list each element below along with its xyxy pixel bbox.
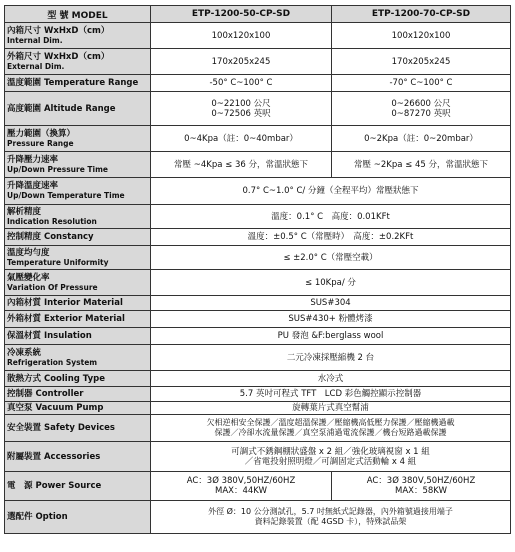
power-b <box>332 472 511 501</box>
internal-dim-a: 100x120x100 <box>151 23 332 49</box>
pressure-rate-a: 常壓 ~4Kpa ≤ 36 分，常溫狀態下 <box>151 152 332 178</box>
uniformity-label <box>5 246 151 270</box>
altitude-a-feet: 0~72506 英呎 <box>211 108 271 119</box>
model-row <box>5 6 511 23</box>
safety-line-2: 保護／冷卻水流量保護／真空泵浦過電流保護／機台短路過載保護 <box>214 428 447 437</box>
interior-material-value: SUS#304 <box>151 296 511 311</box>
pressure-rate-label <box>5 152 151 178</box>
model-a: ETP-1200-50-CP-SD <box>151 6 332 23</box>
external-dim-en: External Dim. <box>7 61 65 71</box>
uniformity-en: Temperature Uniformity <box>7 257 109 267</box>
uniformity-value: ≤ ±2.0° C（常壓空載） <box>151 246 511 270</box>
variation-value: ≤ 10Kpa/ 分 <box>151 270 511 296</box>
exterior-material-value: SUS#430+ 粉體烤漆 <box>151 311 511 328</box>
internal-dim-en: Internal Dim. <box>7 35 63 45</box>
interior-material-row <box>5 296 511 311</box>
pressure-en: Pressure Range <box>7 138 74 148</box>
power-a <box>151 472 332 501</box>
constancy-row <box>5 229 511 246</box>
power-a-voltage: AC：3Ø 380V,50HZ/60HZ <box>186 476 296 486</box>
variation-en: Variation Of Pressure <box>7 282 98 292</box>
external-dim-b: 170x205x245 <box>332 49 511 75</box>
spec-table <box>4 5 511 534</box>
pressure-row <box>5 126 511 152</box>
resolution-value: 溫度：0.1° C 高度：0.01KFt <box>151 205 511 229</box>
safety-line-1: 欠相逆相安全保護／溫度超溫保護／壓縮機高低壓力保護／壓縮機過載 <box>206 418 455 427</box>
refrigeration-zh: 冷凍系統 <box>7 347 42 358</box>
resolution-en: Indication Resolution <box>7 216 97 226</box>
variation-label <box>5 270 151 296</box>
pressure-rate-row <box>5 152 511 178</box>
internal-dim-b: 100x120x100 <box>332 23 511 49</box>
safety-value <box>151 415 511 442</box>
insulation-label: 保溫材質 Insulation <box>5 328 151 345</box>
accessories-row <box>5 442 511 472</box>
accessories-label: 附屬裝置 Accessories <box>5 442 151 472</box>
resolution-label <box>5 205 151 229</box>
resolution-zh: 解析精度 <box>7 206 42 217</box>
cooling-value: 水冷式 <box>151 371 511 387</box>
constancy-label: 控制精度 Constancy <box>5 229 151 246</box>
model-b: ETP-1200-70-CP-SD <box>332 6 511 23</box>
internal-dim-label <box>5 23 151 49</box>
temp-range-a: -50° C~100° C <box>151 75 332 92</box>
external-dim-zh: 外箱尺寸 WxHxD（cm） <box>7 51 110 62</box>
altitude-b-feet: 0~87270 英呎 <box>391 108 451 119</box>
insulation-row <box>5 328 511 345</box>
altitude-a-meters: 0~22100 公尺 <box>211 98 271 109</box>
controller-value: 5.7 英吋可程式 TFT LCD 彩色觸控顯示控制器 <box>151 387 511 402</box>
exterior-material-row <box>5 311 511 328</box>
variation-row <box>5 270 511 296</box>
power-label: 電 源 Power Source <box>5 472 151 501</box>
accessories-line-2: ／省電投射照明燈／可調固定式活動輪 x 4 組 <box>244 456 417 467</box>
internal-dim-zh: 內箱尺寸 WxHxD（cm） <box>7 25 110 36</box>
vacuum-row <box>5 402 511 415</box>
interior-material-label: 內箱材質 Interior Material <box>5 296 151 311</box>
refrigeration-row <box>5 345 511 371</box>
insulation-value: PU 發泡 &F:berglass wool <box>151 328 511 345</box>
altitude-b-meters: 0~26600 公尺 <box>391 98 451 109</box>
pressure-rate-b: 常壓 ~2Kpa ≤ 45 分，常溫狀態下 <box>332 152 511 178</box>
uniformity-zh: 溫度均勻度 <box>7 247 50 258</box>
option-label: 選配件 Option <box>5 501 151 534</box>
pressure-rate-en: Up/Down Pressure Time <box>7 164 108 174</box>
pressure-rate-zh: 升降壓力速率 <box>7 154 59 165</box>
internal-dim-row <box>5 23 511 49</box>
uniformity-row <box>5 246 511 270</box>
pressure-b: 0~2Kpa（註：0~20mbar） <box>332 126 511 152</box>
pressure-a: 0~4Kpa（註：0~40mbar） <box>151 126 332 152</box>
variation-zh: 氣壓變化率 <box>7 272 50 283</box>
controller-label: 控制器 Controller <box>5 387 151 402</box>
temp-rate-zh: 升降溫度速率 <box>7 181 59 191</box>
accessories-value <box>151 442 511 472</box>
temp-rate-en: Up/Down Temperature Time <box>7 191 125 200</box>
refrigeration-label <box>5 345 151 371</box>
altitude-b <box>332 92 511 126</box>
temp-rate-value: 0.7° C~1.0° C/ 分鐘（全程平均）常壓狀態下 <box>151 178 511 205</box>
option-line-1: 外徑 Ø：10 公分測試孔，5.7 吋無紙式記錄器，內外箱號過接用端子 <box>208 507 453 516</box>
external-dim-row <box>5 49 511 75</box>
power-row <box>5 472 511 501</box>
external-dim-a: 170x205x245 <box>151 49 332 75</box>
external-dim-label <box>5 49 151 75</box>
cooling-label: 散熱方式 Cooling Type <box>5 371 151 387</box>
option-row <box>5 501 511 534</box>
pressure-label <box>5 126 151 152</box>
temp-range-row <box>5 75 511 92</box>
power-a-max: MAX：44KW <box>215 486 267 496</box>
temp-rate-row <box>5 178 511 205</box>
safety-label: 安全裝置 Safety Devices <box>5 415 151 442</box>
controller-row <box>5 387 511 402</box>
altitude-a <box>151 92 332 126</box>
power-b-voltage: AC：3Ø 380V,50HZ/60HZ <box>366 476 476 486</box>
refrigeration-value: 二元冷凍採壓縮機 2 台 <box>151 345 511 371</box>
vacuum-label: 真空泵 Vacuum Pump <box>5 402 151 415</box>
accessories-line-1: 可調式不銹鋼棚狀盛盤 x 2 組／強化玻璃視窗 x 1 組 <box>231 446 430 457</box>
refrigeration-en: Refrigeration System <box>7 357 98 367</box>
altitude-label: 高度範圍 Altitude Range <box>5 92 151 126</box>
model-label: 型 號 MODEL <box>5 6 151 23</box>
vacuum-value: 旋轉葉片式真空幫浦 <box>151 402 511 415</box>
resolution-row <box>5 205 511 229</box>
cooling-row <box>5 371 511 387</box>
altitude-row <box>5 92 511 126</box>
temp-rate-label <box>5 178 151 205</box>
power-b-max: MAX：58KW <box>395 486 447 496</box>
temp-range-b: -70° C~100° C <box>332 75 511 92</box>
option-value <box>151 501 511 534</box>
constancy-value: 溫度：±0.5° C（常壓時） 高度：±0.2KFt <box>151 229 511 246</box>
option-line-2: 資料記錄裝置（配 4GSD 卡），特殊試品架 <box>254 517 407 526</box>
exterior-material-label: 外箱材質 Exterior Material <box>5 311 151 328</box>
safety-row <box>5 415 511 442</box>
temp-range-label: 溫度範圍 Temperature Range <box>5 75 151 92</box>
pressure-zh: 壓力範圍（換算） <box>7 128 76 139</box>
